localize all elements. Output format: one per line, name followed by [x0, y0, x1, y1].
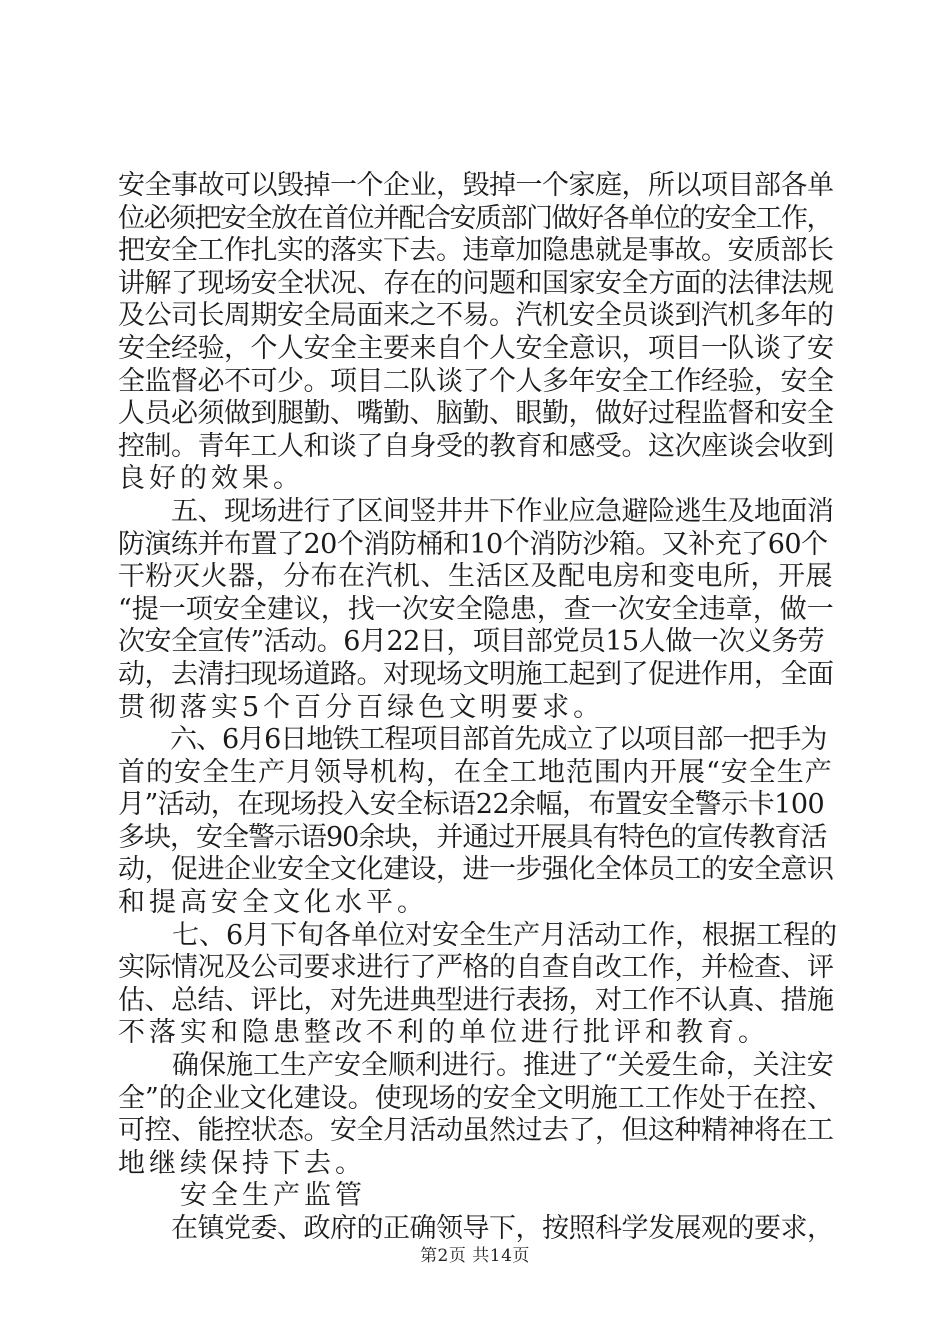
text-line: 干粉灭火器，分布在汽机、生活区及配电房和变电所，开展 — [118, 561, 833, 593]
text-line: 五、现场进行了区间竖井井下作业应急避险逃生及地面消 — [118, 495, 834, 527]
text-line: 可控、能控状态。安全月活动虽然过去了，但这种精神将在工 — [118, 1115, 834, 1147]
text-line: 安全经验，个人安全主要来自个人安全意识，项目一队谈了安 — [118, 332, 834, 364]
text-line: 首的安全生产月领导机构，在全工地范围内开展“安全生产 — [118, 756, 833, 788]
text-line: 六、6月6日地铁工程项目部首先成立了以项目部一把手为 — [118, 724, 827, 756]
text-line: 实际情况及公司要求进行了严格的自查自改工作，并检查、评 — [118, 952, 834, 984]
text-line: 地继续保持下去。 — [118, 1147, 366, 1179]
text-line: 和提高安全文化水平。 — [118, 887, 428, 919]
text-line: 防演练并布置了20个消防桶和10个消防沙箱。又补充了60个 — [118, 528, 828, 560]
section-heading: 安全生产监管 — [118, 1180, 366, 1212]
text-line: 及公司长周期安全局面来之不易。汽机安全员谈到汽机多年的 — [118, 300, 834, 332]
text-line: 估、总结、评比，对先进典型进行表扬，对工作不认真、措施 — [118, 984, 834, 1016]
text-line: 把安全工作扎实的落实下去。违章加隐患就是事故。安质部长 — [118, 235, 834, 267]
text-line: 贯彻落实5个百分百绿色文明要求。 — [118, 691, 605, 723]
page-number: 第2页 共14页 — [420, 1246, 530, 1266]
text-line: 在镇党委、政府的正确领导下，按照科学发展观的要求， — [118, 1213, 834, 1244]
text-line: 动，促进企业安全文化建设，进一步强化全体员工的安全意识 — [118, 854, 834, 886]
text-line: 良好的效果。 — [118, 463, 304, 495]
text-line: 七、6月下旬各单位对安全生产月活动工作，根据工程的 — [118, 919, 838, 951]
text-line: 不落实和隐患整改不利的单位进行批评和教育。 — [118, 1017, 769, 1049]
document-body — [118, 170, 838, 1246]
text-line: 人员必须做到腿勤、嘴勤、脑勤、眼勤，做好过程监督和安全 — [118, 398, 834, 430]
text-line: 讲解了现场安全状况、存在的问题和国家安全方面的法律法规 — [118, 267, 834, 299]
text-line: 全监督必不可少。项目二队谈了个人多年安全工作经验，安全 — [118, 365, 834, 397]
text-line: 动，去清扫现场道路。对现场文明施工起到了促进作用，全面 — [118, 658, 834, 690]
text-line: 次安全宣传”活动。6月22日，项目部党员15人做一次义务劳 — [118, 626, 825, 658]
text-line: 安全事故可以毁掉一个企业，毁掉一个家庭，所以项目部各单 — [118, 170, 834, 201]
text-line: 确保施工生产安全顺利进行。推进了“关爱生命，关注安 — [118, 1050, 834, 1082]
text-line: “提一项安全建议，找一次安全隐患，查一次安全违章，做一 — [118, 593, 834, 625]
text-line: 月”活动，在现场投入安全标语22余幅，布置安全警示卡100 — [118, 789, 825, 821]
text-line: 多块，安全警示语90余块，并通过开展具有特色的宣传教育活 — [118, 821, 827, 853]
text-line: 控制。青年工人和谈了自身受的教育和感受。这次座谈会收到 — [118, 430, 834, 462]
text-line: 全”的企业文化建设。使现场的安全文明施工工作处于在控、 — [118, 1082, 834, 1114]
text-line: 位必须把安全放在首位并配合安质部门做好各单位的安全工作， — [118, 202, 832, 234]
